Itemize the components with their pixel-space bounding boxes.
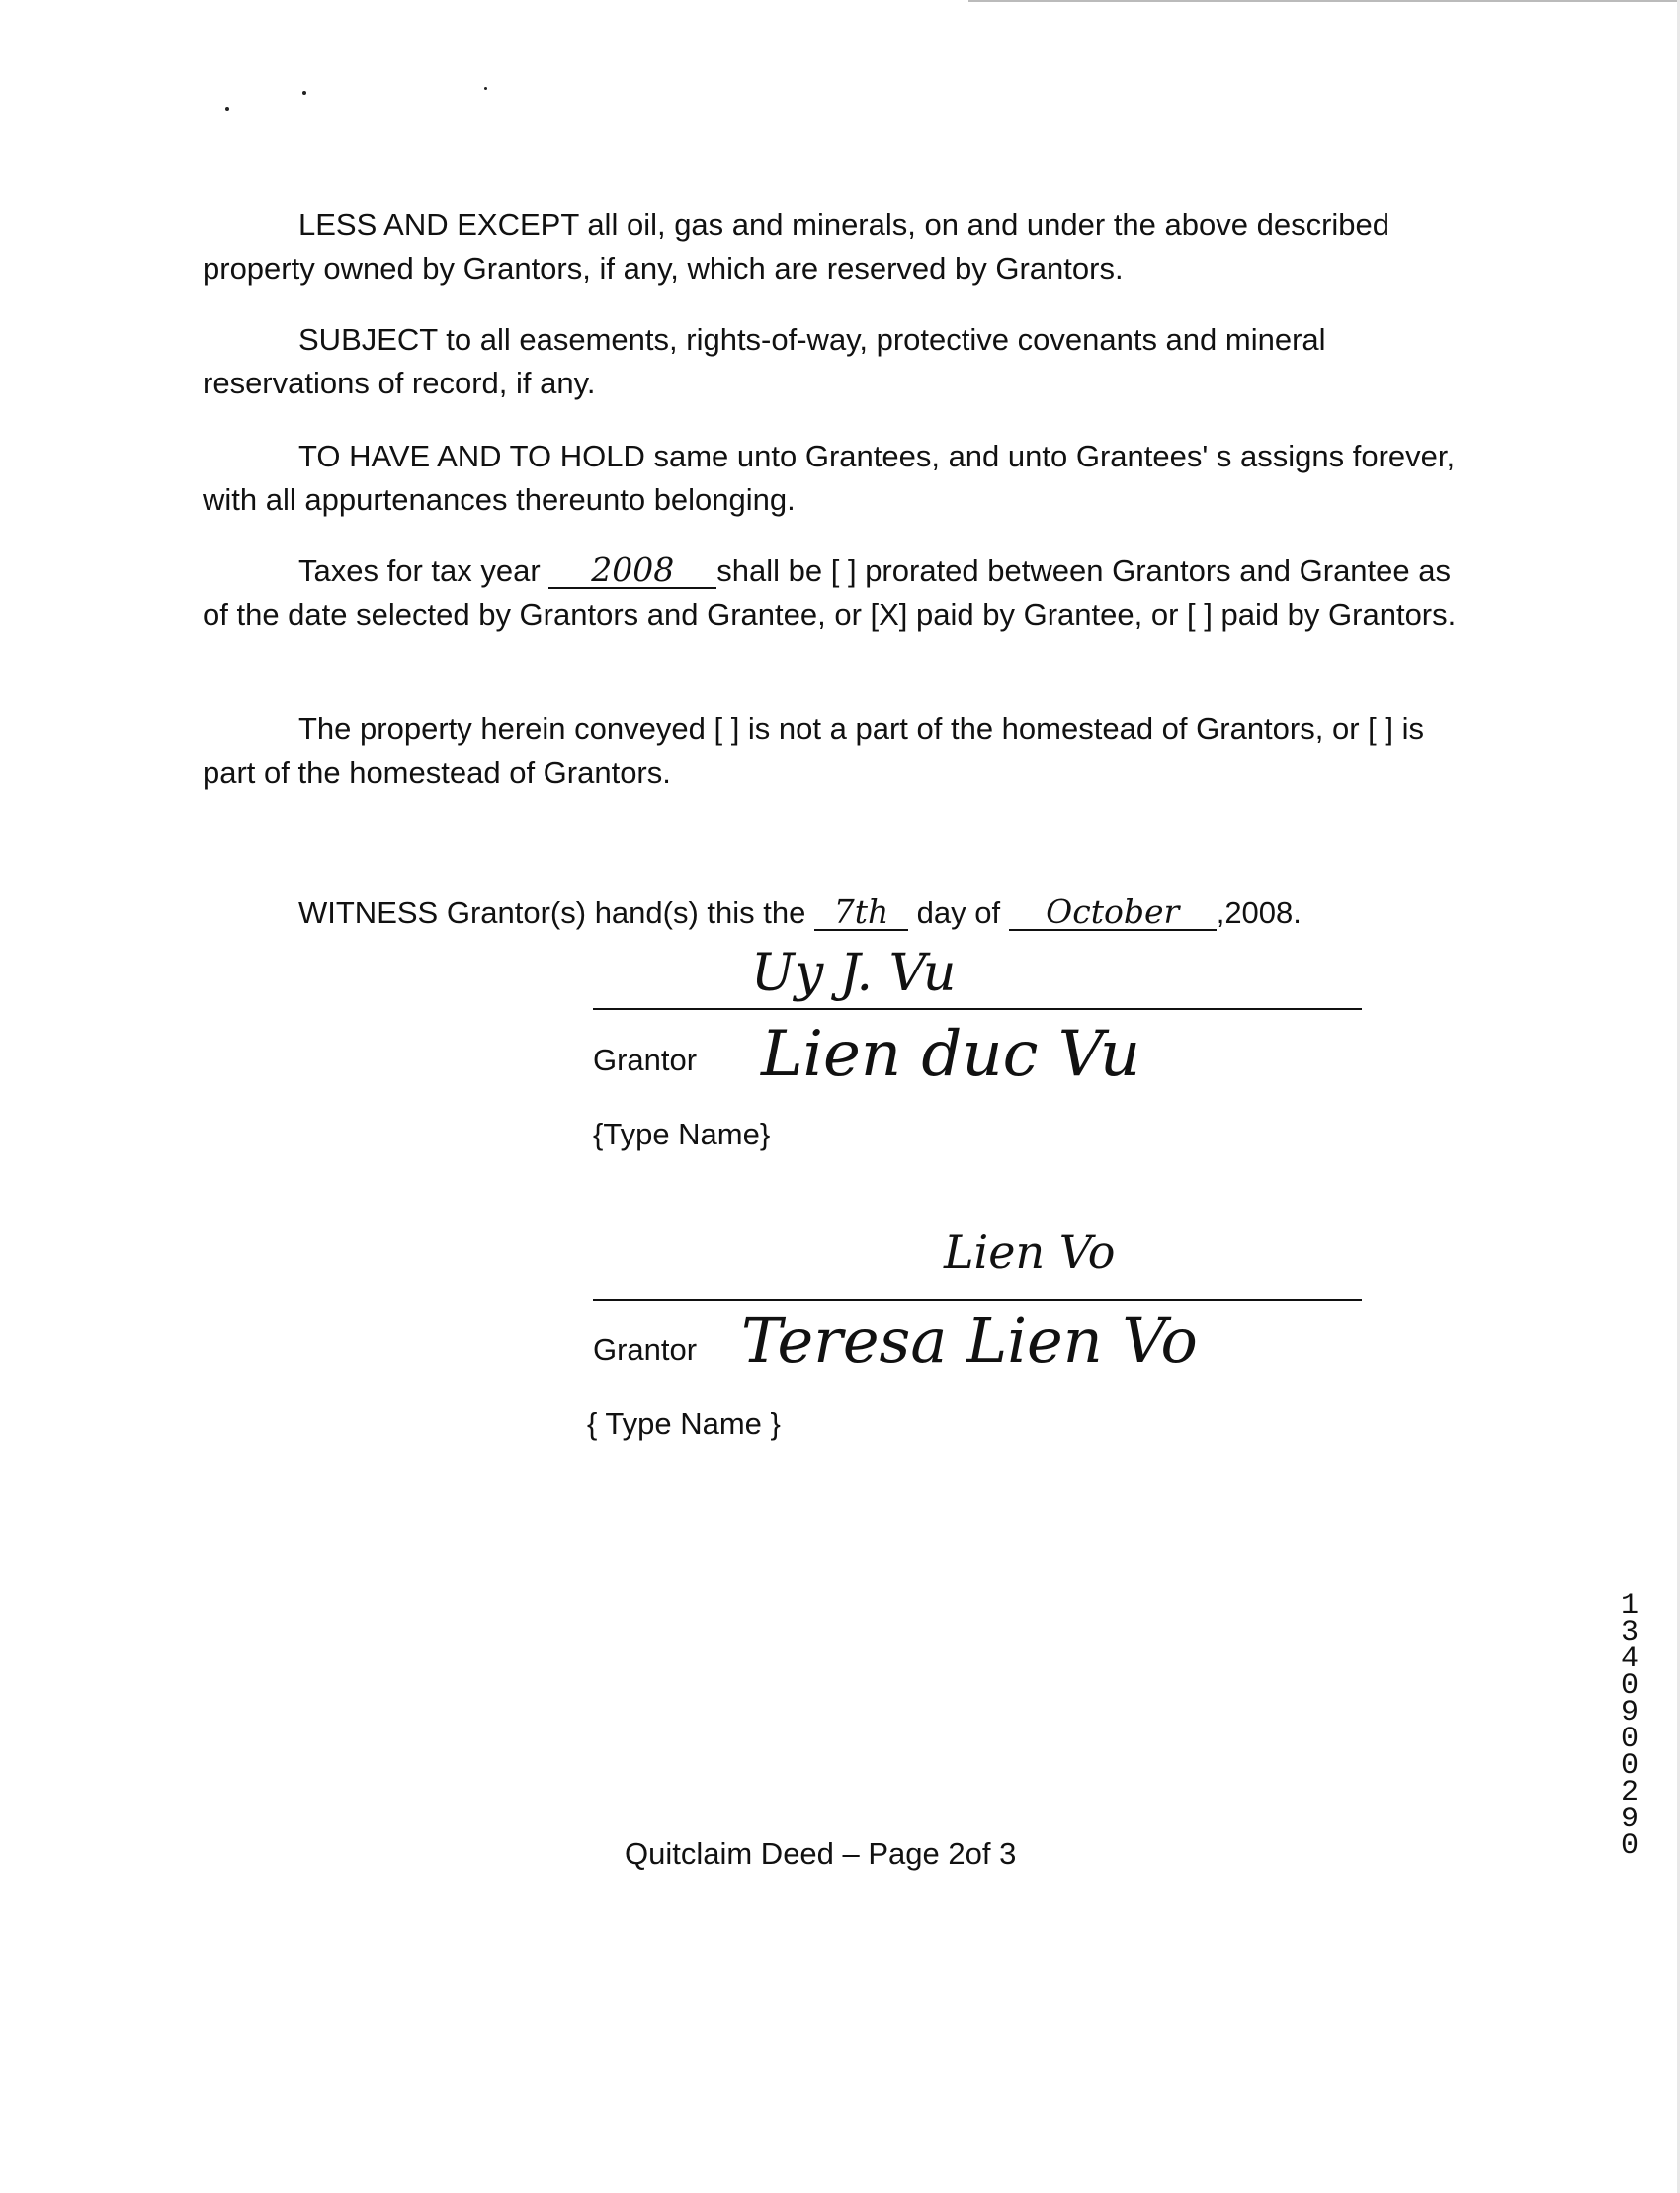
witness-mid: day of [916, 895, 1001, 930]
witness-prefix: WITNESS Grantor(s) hand(s) this the [298, 895, 806, 930]
less-except-text: LESS AND EXCEPT all oil, gas and minerals, on and under the above described property owned by Grantors, if any, which are reserved by Grantors. [203, 208, 1390, 286]
page-footer: Quitclaim Deed – Page 2of 3 [625, 1836, 1017, 1871]
witness-day-handwritten: 7th [814, 895, 908, 931]
taxes-paragraph [203, 549, 1477, 636]
grantor1-signature: Uy J. Vu [751, 944, 957, 1003]
tax-year-handwritten: 2008 [548, 553, 716, 589]
grantor1-printed-name: Lien duc Vu [761, 1018, 1141, 1091]
scan-speck [484, 87, 487, 90]
grantor2-signature-line [593, 1299, 1362, 1301]
grantor2-type-name: { Type Name } [587, 1406, 781, 1441]
habendum-text: TO HAVE AND TO HOLD same unto Grantees, and unto Grantees' s assigns forever, with all appurtenances thereunto belonging. [203, 439, 1456, 517]
habendum-paragraph [203, 435, 1477, 522]
taxes-text: shall be [ ] prorated between Grantors and Grantee as of the date selected by Grantors and Grantee, or [X] paid by Grantee, or [ ] paid by Grantors. [203, 553, 1457, 632]
witness-line [298, 891, 1386, 935]
witness-month-handwritten: October [1009, 895, 1217, 931]
grantor1-label: Grantor [593, 1043, 698, 1077]
taxes-prefix: Taxes for tax year [298, 553, 541, 588]
subject-paragraph [203, 318, 1477, 405]
scan-speck [225, 107, 229, 111]
less-except-paragraph [203, 204, 1477, 291]
scan-edge [968, 0, 1680, 2]
grantor1-type-name: {Type Name} [593, 1117, 771, 1151]
scan-speck [302, 91, 306, 95]
homestead-paragraph [203, 708, 1477, 795]
recording-stamp-number: 13409 00290 [1620, 1589, 1638, 1863]
witness-year: ,2008. [1216, 895, 1302, 930]
subject-text: SUBJECT to all easements, rights-of-way, protective covenants and mineral reservations of record, if any. [203, 322, 1326, 400]
grantor1-signature-line [593, 1008, 1362, 1010]
grantor2-label: Grantor [593, 1332, 698, 1367]
homestead-text: The property herein conveyed [ ] is not a part of the homestead of Grantors, or [ ] is part of the homestead of Grantors. [203, 712, 1424, 790]
grantor2-printed-name: Teresa Lien Vo [741, 1305, 1198, 1377]
grantor2-signature: Lien Vo [944, 1225, 1116, 1279]
